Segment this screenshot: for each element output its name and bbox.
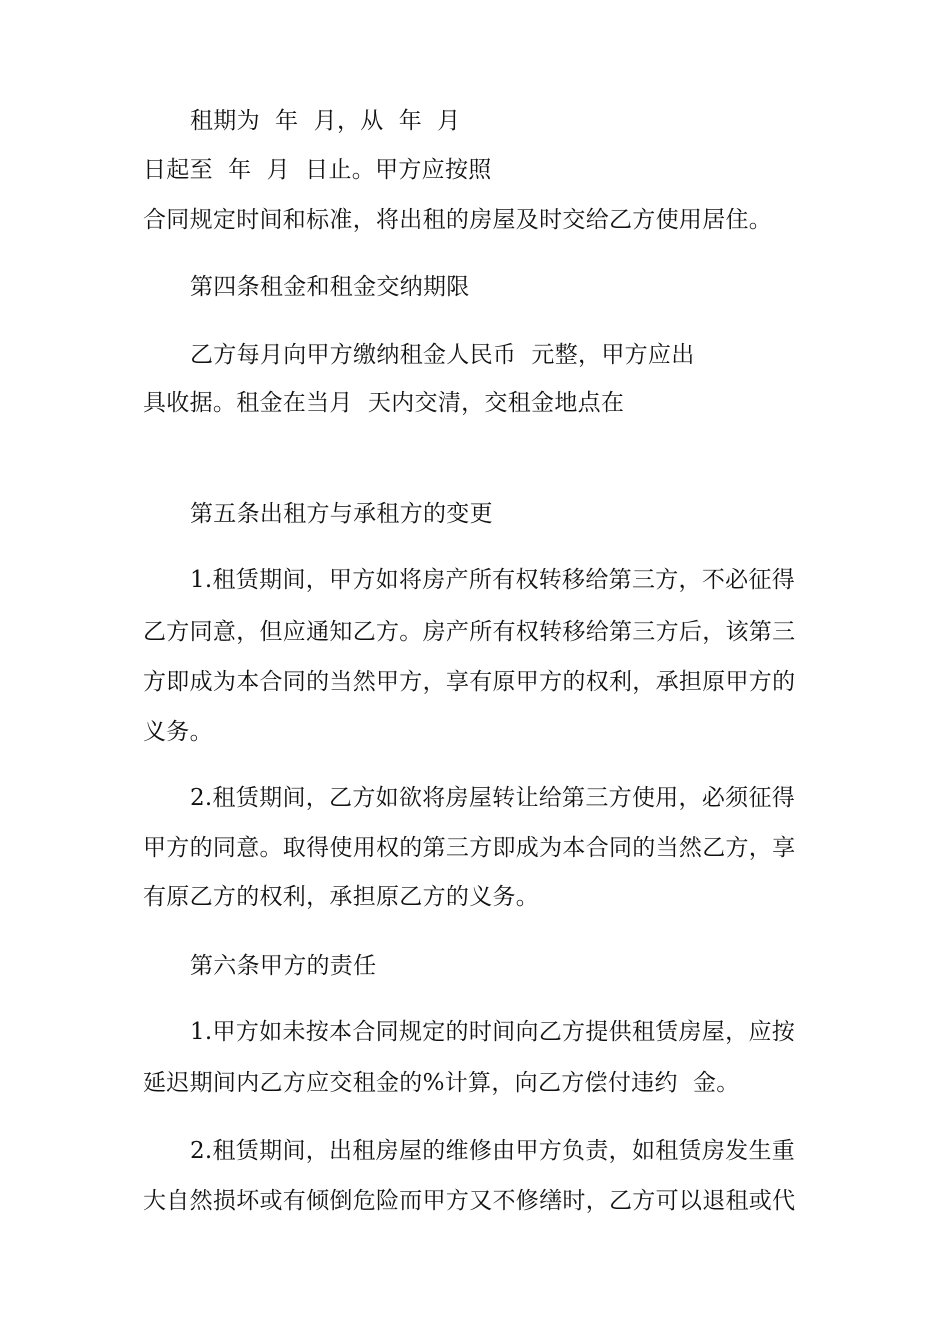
- article-6-clause-1-line-1: 1.甲方如未按本合同规定的时间向乙方提供租赁房屋，应按: [190, 1019, 796, 1045]
- article-6-heading: 第六条甲方的责任: [190, 953, 377, 979]
- article-5-clause-1-line-1: 1.租赁期间，甲方如将房产所有权转移给第三方，不必征得: [190, 567, 796, 593]
- article-5-clause-2-line-3: 有原乙方的权利，承担原乙方的义务。: [143, 884, 540, 910]
- article-5-clause-1-line-3: 方即成为本合同的当然甲方，享有原甲方的权利，承担原甲方的: [143, 669, 796, 695]
- article-4-heading: 第四条租金和租金交纳期限: [190, 274, 470, 300]
- article-6-clause-2-line-1: 2.租赁期间，出租房屋的维修由甲方负责，如租赁房发生重: [190, 1138, 796, 1164]
- article-6-clause-2-line-2: 大自然损坏或有倾倒危险而甲方又不修缮时，乙方可以退租或代: [143, 1188, 796, 1214]
- article-5-clause-2-line-1: 2.租赁期间，乙方如欲将房屋转让给第三方使用，必须征得: [190, 785, 796, 811]
- article-5-clause-2-line-2: 甲方的同意。取得使用权的第三方即成为本合同的当然乙方，享: [143, 835, 796, 861]
- lease-term-end-line: 日起至 年 月 日止。甲方应按照: [143, 157, 492, 183]
- lease-delivery-line: 合同规定时间和标准，将出租的房屋及时交给乙方使用居住。: [143, 207, 773, 233]
- article-6-clause-1-line-2: 延迟期间内乙方应交租金的%计算，向乙方偿付违约 金。: [143, 1070, 740, 1096]
- article-5-clause-1-line-2: 乙方同意，但应通知乙方。房产所有权转移给第三方后，该第三: [143, 619, 796, 645]
- article-5-heading: 第五条出租方与承租方的变更: [190, 501, 493, 527]
- lease-term-line: 租期为 年 月，从 年 月: [190, 108, 461, 134]
- rent-amount-line: 乙方每月向甲方缴纳租金人民币 元整，甲方应出: [190, 342, 695, 368]
- article-5-clause-1-line-4: 义务。: [143, 719, 213, 745]
- rent-payment-line: 具收据。租金在当月 天内交清，交租金地点在: [143, 390, 625, 416]
